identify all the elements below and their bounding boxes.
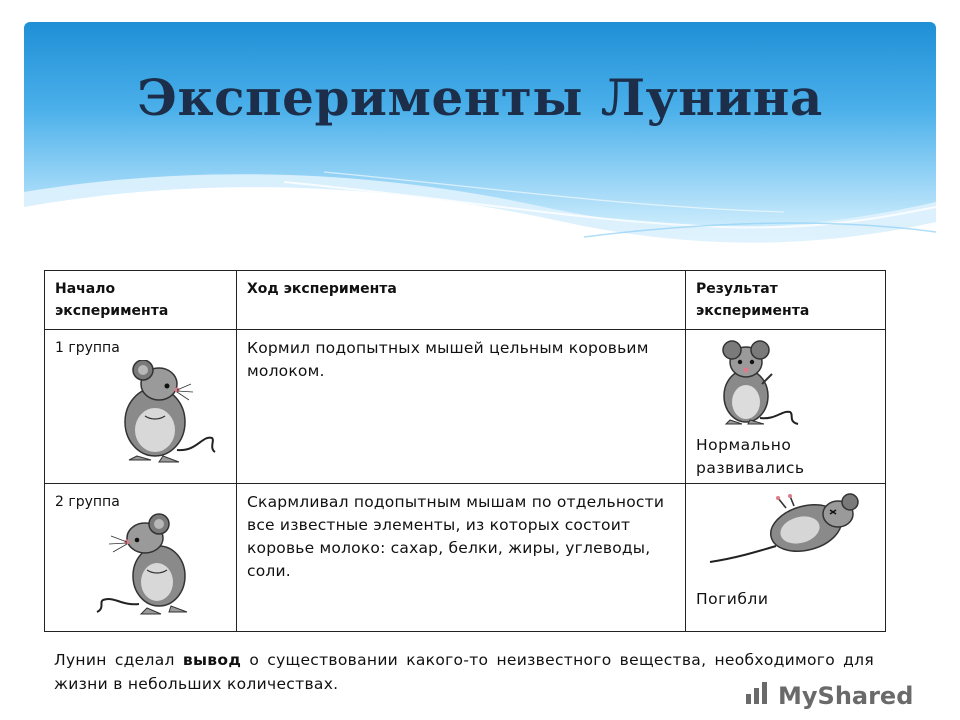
conclusion-prefix: Лунин сделал xyxy=(54,651,183,669)
group-label: 2 группа xyxy=(55,494,120,510)
table-row xyxy=(45,484,886,632)
watermark-text: MyShared xyxy=(778,682,914,710)
mouse-dead-image xyxy=(706,492,866,572)
group-cell xyxy=(45,330,237,484)
header-start: Начало эксперимента xyxy=(45,271,237,330)
result-label: Нормально развивались xyxy=(696,436,805,477)
slide-title: Эксперименты Лунина xyxy=(137,68,823,127)
table-row xyxy=(45,330,886,484)
result-cell xyxy=(686,330,886,484)
experiment-table xyxy=(44,270,886,632)
group-label: 1 группа xyxy=(55,340,120,356)
wave-decoration xyxy=(24,22,936,272)
result-cell xyxy=(686,484,886,632)
description-cell: Скармливал подопытным мышам по отдельности все известные элементы, из которых состоит коровье молоко: сахар, белки, жиры, углеводы, соли. xyxy=(237,484,686,632)
watermark xyxy=(744,680,914,710)
table-header-row xyxy=(45,271,886,330)
group-cell xyxy=(45,484,237,632)
header-banner xyxy=(24,22,936,272)
conclusion-emphasis: вывод xyxy=(182,651,242,669)
mouse-weak-image xyxy=(95,512,215,620)
header-process: Ход эксперимента xyxy=(237,271,686,330)
conclusion-suffix: о существовании какого-то неизвестного вещества, необходимого для жизни в небольших количествах. xyxy=(54,651,875,693)
bar-chart-icon xyxy=(744,680,774,706)
description-cell: Кормил подопытных мышей цельным коровьим молоком. xyxy=(237,330,686,484)
result-label: Погибли xyxy=(696,590,769,608)
header-result: Результат эксперимента xyxy=(686,271,886,330)
mouse-healthy-image xyxy=(708,340,808,430)
mouse-standing-image xyxy=(107,360,217,470)
